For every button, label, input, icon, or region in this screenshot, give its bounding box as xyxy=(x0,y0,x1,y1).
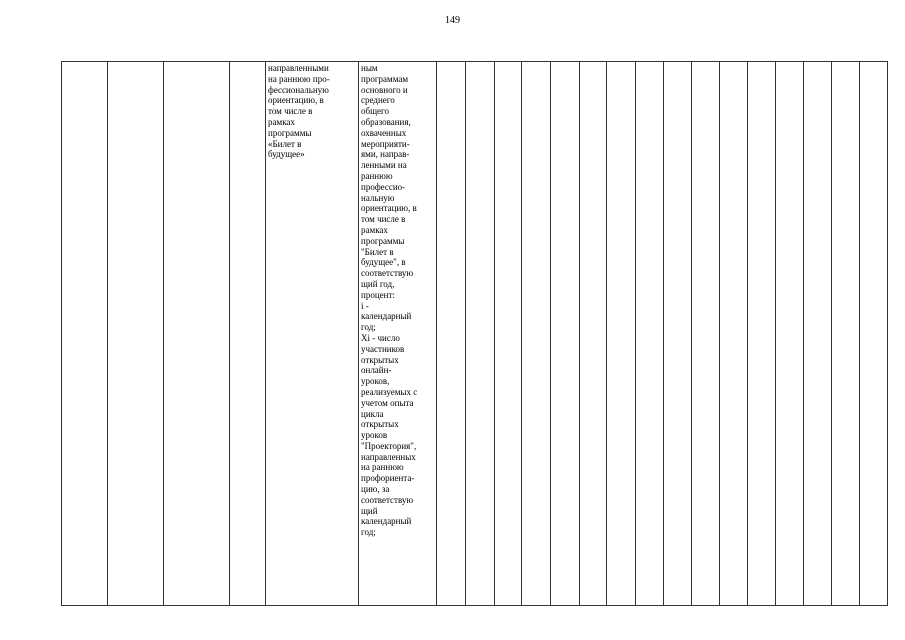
table-cell-1 xyxy=(62,62,108,606)
table-cell-12 xyxy=(580,62,607,606)
table-cell-16 xyxy=(692,62,720,606)
table-cell-7 xyxy=(437,62,466,606)
table-cell-21 xyxy=(832,62,860,606)
cell-text-program-orientation: направленными на раннюю про- фессиональную ориентацию, в том числе в рамках программы «Билет в будущее» xyxy=(268,63,330,160)
table-cell-11 xyxy=(551,62,580,606)
data-table xyxy=(61,61,888,606)
table-cell-3 xyxy=(164,62,230,606)
table-cell-9 xyxy=(495,62,522,606)
table-cell-10 xyxy=(522,62,551,606)
table-cell-13 xyxy=(607,62,636,606)
table-cell-6 xyxy=(359,62,437,606)
cell-text-indicator-formula: ным программам основного и среднего общего образования, охваченных мероприяти- ями, направ- ленными на раннюю профессио- нальную ориентацию, в том числе в рамках программы "Билет в будущее", в соответствую щий год, процент: i - календарный год; Xi - число участников открытых онлайн- уроков, реализуемых с учетом опыта цикла открытых уроков "Проектория", направленных на раннюю профориента- цию, за соответствую щий календарный год; xyxy=(361,63,418,538)
table-cell-20 xyxy=(804,62,832,606)
table-row xyxy=(62,62,888,606)
table-cell-2 xyxy=(108,62,164,606)
table-cell-4 xyxy=(230,62,266,606)
table-cell-8 xyxy=(466,62,495,606)
table-cell-19 xyxy=(776,62,804,606)
table-cell-17 xyxy=(720,62,748,606)
page-number: 149 xyxy=(445,15,460,26)
table-cell-22 xyxy=(860,62,888,606)
table-cell-18 xyxy=(748,62,776,606)
table-cell-15 xyxy=(664,62,692,606)
table-cell-5 xyxy=(266,62,359,606)
table-cell-14 xyxy=(636,62,664,606)
